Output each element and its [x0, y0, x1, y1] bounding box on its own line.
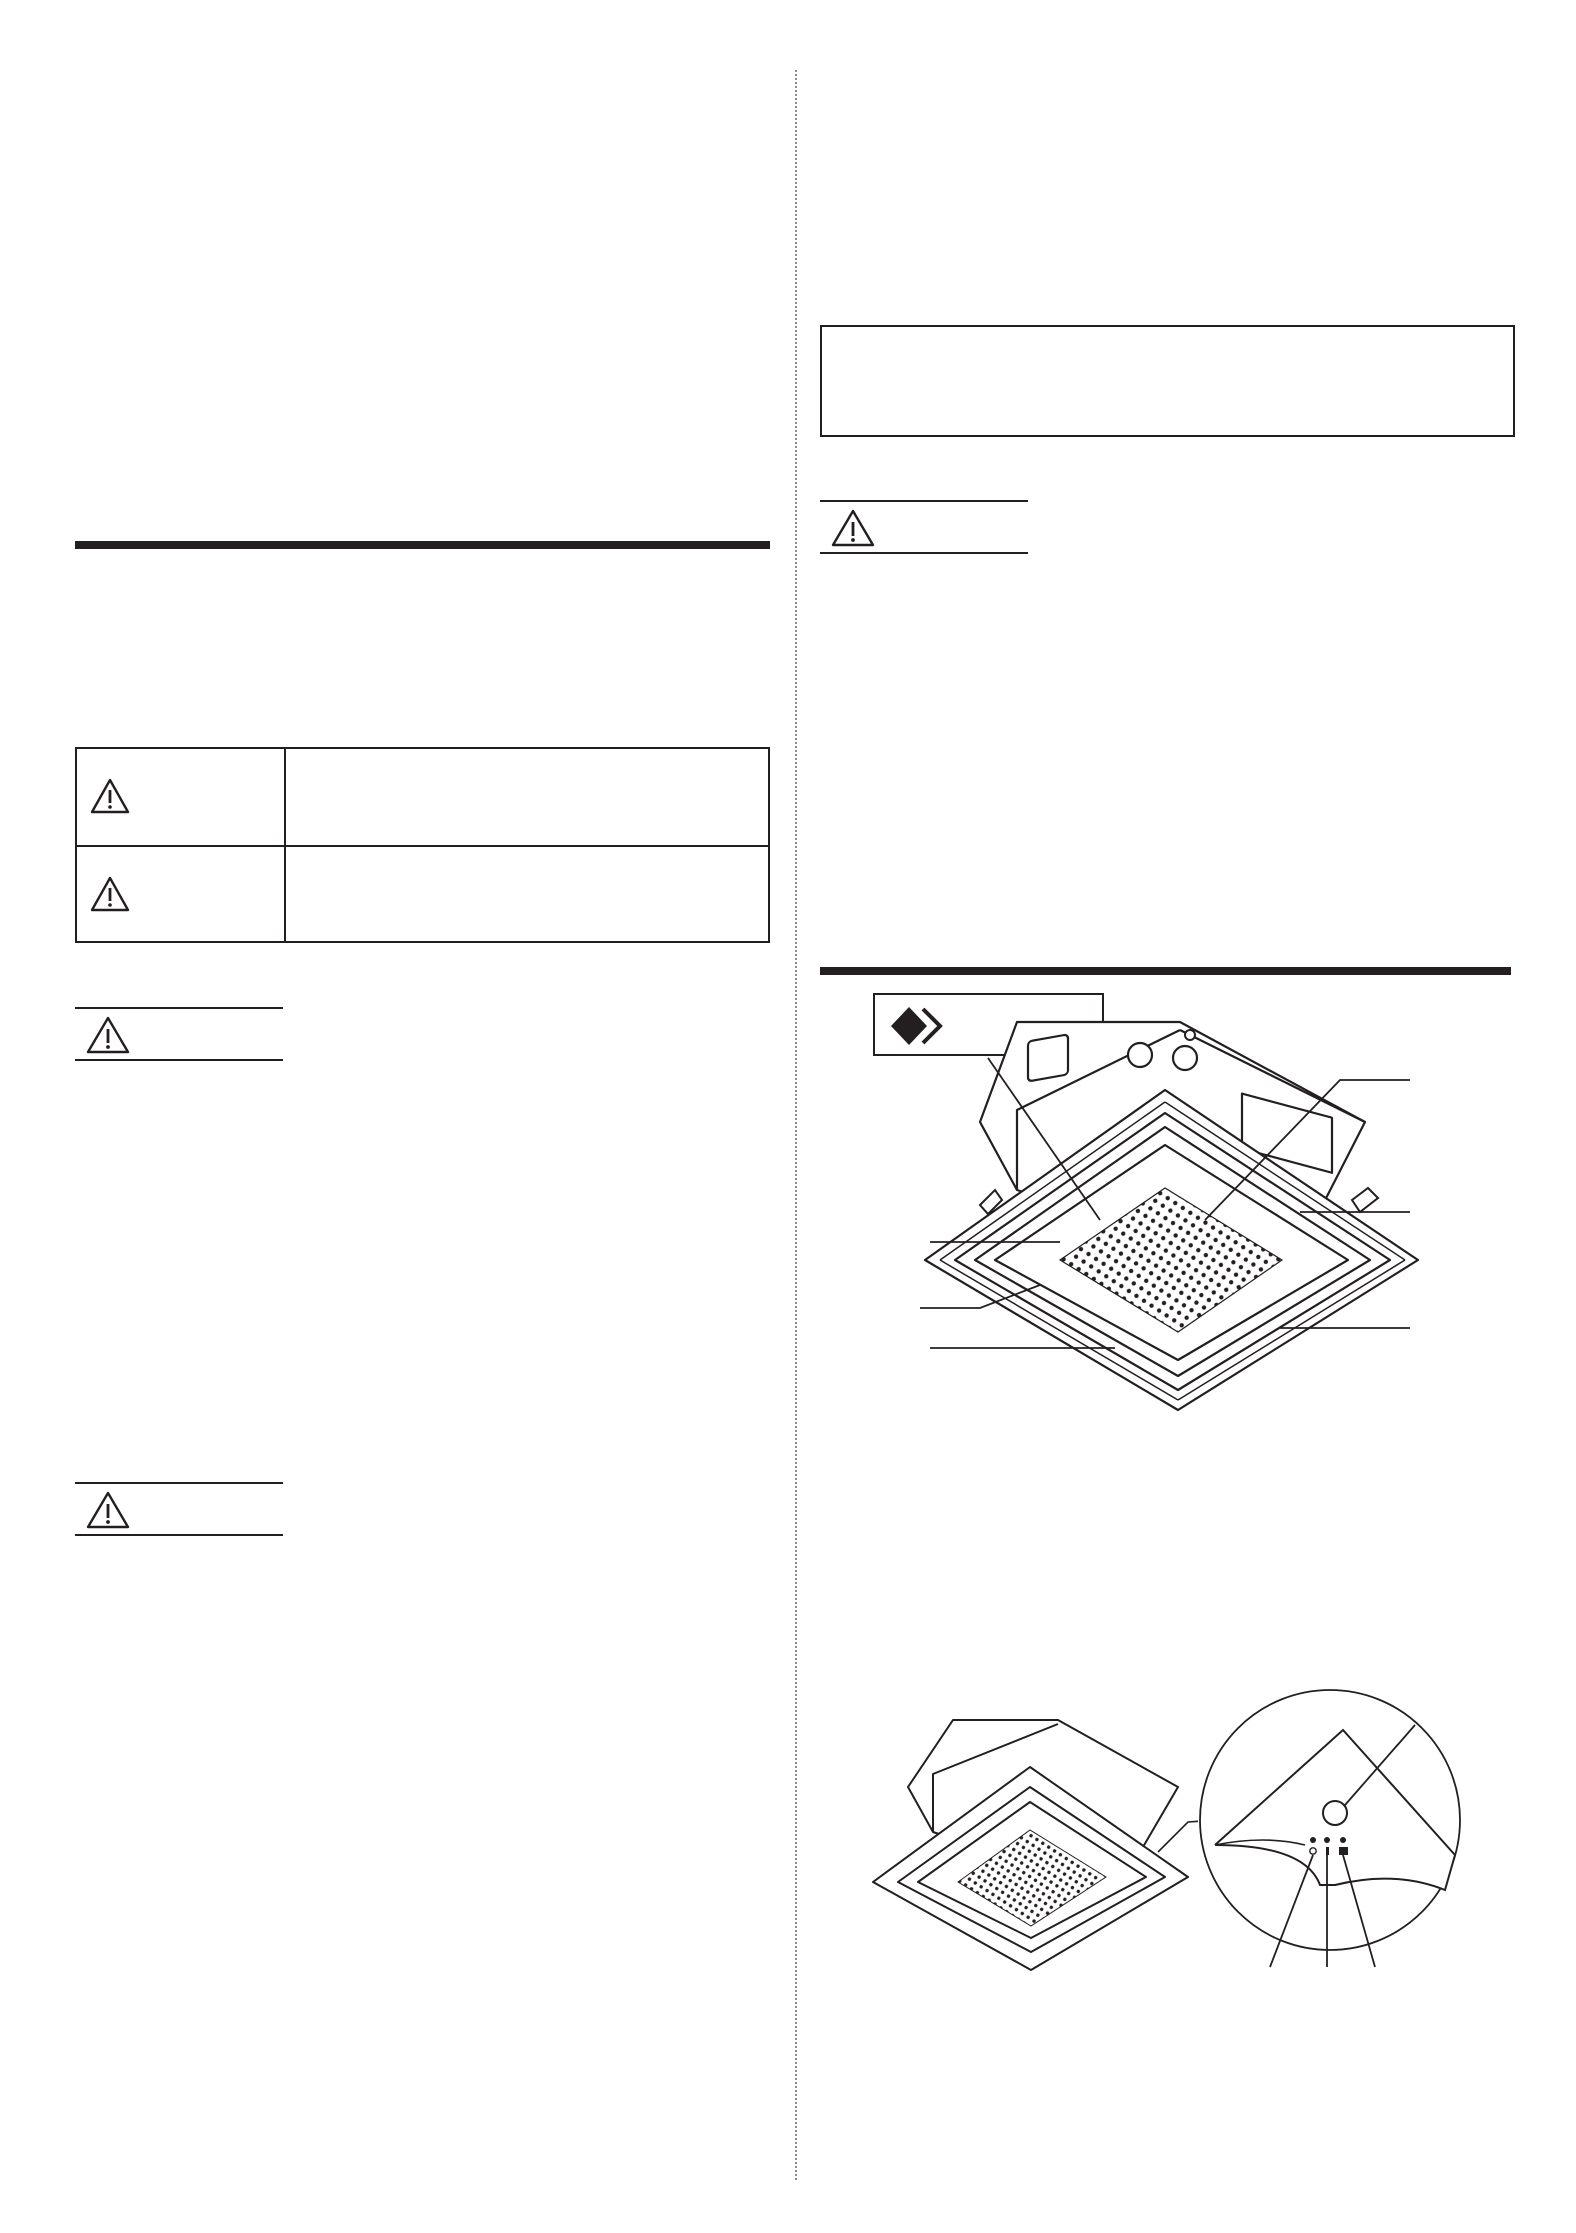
warning-triangle-icon	[89, 875, 131, 913]
warning-triangle-icon	[89, 777, 131, 815]
small-unit-illustration	[858, 1712, 1198, 1972]
section-rule-right	[820, 967, 1511, 975]
warning-triangle-icon	[85, 1490, 131, 1530]
indicator-zoom-detail	[1195, 1685, 1465, 1975]
leader-lines-left	[900, 1220, 1120, 1380]
notice-box	[820, 325, 1515, 437]
warning-triangle-icon	[85, 1015, 131, 1055]
table-row	[77, 847, 768, 943]
warning-header	[820, 500, 1028, 554]
warning-header	[75, 1007, 283, 1061]
warning-header	[75, 1482, 283, 1536]
section-rule-left	[75, 541, 770, 549]
table-row	[77, 749, 768, 845]
column-divider	[795, 70, 797, 2180]
signal-word-table	[75, 747, 770, 943]
warning-triangle-icon	[830, 508, 876, 548]
